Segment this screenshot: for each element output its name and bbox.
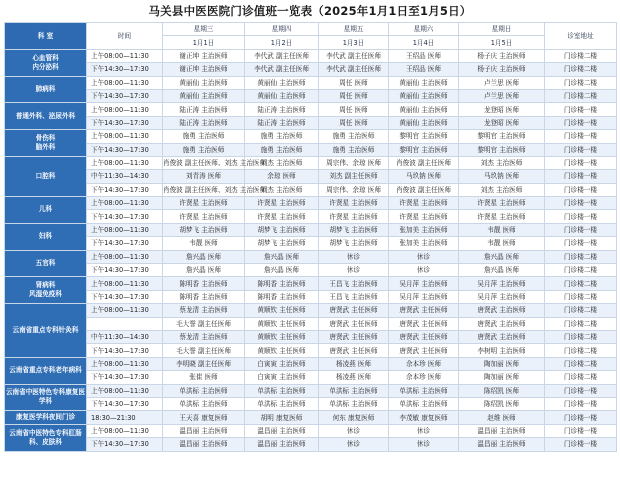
schedule-cell: 马玖钠 医师 (459, 170, 545, 183)
location-cell: 门诊楼一楼 (545, 130, 617, 143)
dept-name: 儿科 (38, 205, 53, 214)
schedule-cell: 胡梦飞 主治医师 (245, 237, 319, 250)
schedule-cell: 唐贤武 主任医师 (319, 344, 389, 357)
time-cell: 上午08:00—11:30 (87, 223, 163, 236)
schedule-cell: 龙登昭 医师 (459, 116, 545, 129)
schedule-cell: 韦靓 医师 (459, 223, 545, 236)
table-row (5, 130, 617, 143)
schedule-cell: 黎明官 主治医师 (459, 143, 545, 156)
schedule-cell: 刘杰 主治医师 (459, 156, 545, 169)
schedule-cell: 许贤星 主治医师 (389, 210, 459, 223)
location-cell: 门诊楼一楼 (545, 183, 617, 196)
schedule-cell: 施勇 主治医师 (163, 143, 245, 156)
schedule-cell: 杨子庆 主治医师 (459, 63, 545, 76)
date-header: 1月2日 (245, 36, 319, 49)
schedule-cell: 施勇 主治医师 (163, 130, 245, 143)
dept-cell (5, 197, 87, 224)
time-cell (87, 317, 163, 330)
time-cell: 上午08:00—11:30 (87, 250, 163, 263)
schedule-cell: 黄顺钦 主任医师 (245, 317, 319, 330)
location-cell: 门诊楼一楼 (545, 170, 617, 183)
schedule-cell: 胡明 康复医师 (245, 411, 319, 424)
dept-name: 普通外科、泌尿外科 (15, 111, 76, 120)
schedule-cell: 李代武 副主任医师 (319, 49, 389, 62)
schedule-cell: 施勇 主治医师 (319, 143, 389, 156)
date-header: 1月3日 (319, 36, 389, 49)
schedule-cell: 卢兰思 医师 (459, 89, 545, 102)
schedule-cell: 韦靓 医师 (459, 237, 545, 250)
dept-cell (5, 277, 87, 304)
schedule-cell: 温昌丽 主治医师 (245, 438, 319, 451)
dept-name: 云南省重点专科老年病科 (9, 366, 82, 375)
dept-cell (5, 424, 87, 451)
schedule-cell: 张加美 主治医师 (389, 223, 459, 236)
location-cell: 门诊楼二楼 (545, 344, 617, 357)
schedule-cell: 詹兴晶 医师 (459, 250, 545, 263)
schedule-cell: 温昌丽 主治医师 (459, 424, 545, 437)
schedule-cell: 谢正坤 主治医师 (163, 49, 245, 62)
schedule-cell: 佘本珍 医师 (389, 371, 459, 384)
schedule-cell: 黎明官 主治医师 (389, 143, 459, 156)
schedule-cell: 单洪标 主治医师 (163, 397, 245, 410)
schedule-cell: 单洪标 主治医师 (319, 397, 389, 410)
time-cell: 上午08:00—11:30 (87, 103, 163, 116)
schedule-cell: 马玖钠 医师 (389, 170, 459, 183)
schedule-cell: 陆正涛 主治医师 (163, 103, 245, 116)
schedule-cell: 王绍品 医师 (389, 49, 459, 62)
schedule-cell: 杨凌燕 医师 (319, 357, 389, 370)
schedule-cell: 黎明官 主治医师 (459, 130, 545, 143)
table-row (5, 384, 617, 397)
location-cell: 门诊楼二楼 (545, 317, 617, 330)
schedule-cell: 休诊 (389, 438, 459, 451)
schedule-cell: 黄丽仙 主治医师 (163, 89, 245, 102)
table-row (5, 317, 617, 330)
schedule-cell: 詹兴晶 医师 (163, 250, 245, 263)
day-header: 星期六 (389, 23, 459, 36)
table-row (5, 411, 617, 424)
schedule-cell: 吴月萍 主治医师 (459, 290, 545, 303)
dept-cell (5, 304, 87, 358)
time-cell: 下午14:30—17:30 (87, 237, 163, 250)
time-cell: 下午14:30—17:30 (87, 63, 163, 76)
location-cell: 门诊楼一楼 (545, 223, 617, 236)
table-row (5, 277, 617, 290)
schedule-cell: 陆正涛 主治医师 (245, 116, 319, 129)
dept-name: 心血管科 (32, 53, 59, 62)
table-row (5, 223, 617, 236)
schedule-cell: 温昌丽 主治医师 (459, 438, 545, 451)
schedule-cell: 赵维 医师 (459, 411, 545, 424)
schedule-cell: 李代武 副主任医师 (245, 63, 319, 76)
schedule-cell: 黄丽仙 主治医师 (245, 76, 319, 89)
schedule-cell: 余琼 医师 (245, 170, 319, 183)
time-cell: 上午08:00—11:30 (87, 156, 163, 169)
schedule-cell: 唐贤武 主任医师 (389, 304, 459, 317)
schedule-cell: 吴月萍 主治医师 (459, 277, 545, 290)
schedule-cell: 施勇 主治医师 (245, 130, 319, 143)
table-row (5, 264, 617, 277)
schedule-cell: 白寅寅 主治医师 (245, 371, 319, 384)
time-cell: 上午08:00—11:30 (87, 384, 163, 397)
schedule-cell: 陆正涛 主治医师 (245, 103, 319, 116)
schedule-cell: 唐贤武 主任医师 (319, 304, 389, 317)
schedule-cell: 陈绍凯 医师 (459, 397, 545, 410)
table-row (5, 290, 617, 303)
time-cell: 下午14:30—17:30 (87, 344, 163, 357)
table-row (5, 116, 617, 129)
schedule-cell: 休诊 (389, 264, 459, 277)
table-row (5, 156, 617, 169)
location-cell: 门诊楼二楼 (545, 304, 617, 317)
schedule-cell: 刘杰 主治医师 (245, 183, 319, 196)
dept-name: 康复医学科夜间门诊 (15, 413, 76, 422)
schedule-cell: 休诊 (389, 424, 459, 437)
location-cell: 门诊楼一楼 (545, 237, 617, 250)
table-row (5, 210, 617, 223)
time-cell: 中午11:30—14:30 (87, 170, 163, 183)
schedule-cell: 詹兴晶 医师 (163, 264, 245, 277)
schedule-cell: 陈明香 主治医师 (163, 290, 245, 303)
schedule-cell: 谢正坤 主治医师 (163, 63, 245, 76)
day-header: 星期三 (163, 23, 245, 36)
dept-cell (5, 411, 87, 424)
table-row (5, 344, 617, 357)
schedule-cell: 杨子庆 主治医师 (459, 49, 545, 62)
location-cell: 门诊楼一楼 (545, 143, 617, 156)
schedule-table (4, 22, 617, 452)
location-cell: 门诊楼二楼 (545, 89, 617, 102)
schedule-cell: 许贤星 主治医师 (459, 210, 545, 223)
table-row (5, 330, 617, 343)
location-cell: 门诊楼一楼 (545, 384, 617, 397)
schedule-cell: 王绍品 医师 (389, 63, 459, 76)
schedule-cell: 单洪标 主治医师 (319, 384, 389, 397)
schedule-cell: 刘杰 主治医师 (459, 183, 545, 196)
location-cell: 门诊楼一楼 (545, 103, 617, 116)
table-row (5, 76, 617, 89)
schedule-cell: 王昌飞 主治医师 (319, 290, 389, 303)
schedule-cell: 休诊 (319, 250, 389, 263)
table-row (5, 143, 617, 156)
time-cell: 下午14:30—17:30 (87, 264, 163, 277)
date-header: 1月1日 (163, 36, 245, 49)
schedule-cell: 唐贤武 主任医师 (389, 344, 459, 357)
time-cell: 上午08:00—11:30 (87, 76, 163, 89)
schedule-cell: 休诊 (319, 438, 389, 451)
location-cell: 门诊楼二楼 (545, 277, 617, 290)
time-cell: 上午08:00—11:30 (87, 130, 163, 143)
time-cell: 下午14:30—17:30 (87, 371, 163, 384)
schedule-cell: 黄丽仙 主治医师 (389, 89, 459, 102)
schedule-cell: 单洪标 主治医师 (163, 384, 245, 397)
location-cell: 门诊楼二楼 (545, 371, 617, 384)
schedule-cell: 张崔 医师 (163, 371, 245, 384)
location-cell: 门诊楼一楼 (545, 397, 617, 410)
time-cell: 上午08:00—11:30 (87, 277, 163, 290)
schedule-cell: 温昌丽 主治医师 (245, 424, 319, 437)
schedule-cell: 陈明香 主治医师 (163, 277, 245, 290)
schedule-cell: 周宗伟、余琼 医师 (319, 156, 389, 169)
dept-name: 云南省中医特色专科康复医学科 (5, 388, 86, 406)
time-cell: 18:30—21:30 (87, 411, 163, 424)
schedule-cell: 佘本珍 医师 (389, 357, 459, 370)
dept-name: 妇科 (38, 232, 53, 241)
date-header: 1月5日 (459, 36, 545, 49)
schedule-cell: 毛大誉 副主任医师 (163, 344, 245, 357)
schedule-cell: 卢兰思 医师 (459, 76, 545, 89)
location-cell: 门诊楼二楼 (545, 290, 617, 303)
schedule-cell: 许贤星 主治医师 (319, 210, 389, 223)
schedule-cell: 王昌飞 主治医师 (319, 277, 389, 290)
schedule-cell: 唐贤武 主任医师 (319, 330, 389, 343)
time-cell: 上午08:00—11:30 (87, 197, 163, 210)
schedule-cell: 黄顺钦 主任医师 (245, 330, 319, 343)
location-cell: 门诊楼一楼 (545, 197, 617, 210)
schedule-cell: 温昌丽 主治医师 (163, 438, 245, 451)
schedule-cell: 周任 医师 (319, 76, 389, 89)
schedule-cell: 胡梦飞 主治医师 (319, 223, 389, 236)
table-row (5, 170, 617, 183)
table-row (5, 371, 617, 384)
table-row (5, 103, 617, 116)
schedule-cell: 许贤星 主治医师 (245, 210, 319, 223)
schedule-cell: 肖俊波 副主任医师、刘杰 主治医师 (163, 156, 245, 169)
schedule-cell: 温昌丽 主治医师 (163, 424, 245, 437)
table-row (5, 250, 617, 263)
location-cell: 门诊楼二楼 (545, 76, 617, 89)
location-cell: 门诊楼二楼 (545, 63, 617, 76)
dept-cell (5, 130, 87, 157)
day-header: 星期四 (245, 23, 319, 36)
dept-name: 云南省中医特色专科肛肠科、皮肤科 (9, 428, 82, 446)
location-header: 诊室地址 (545, 23, 617, 50)
schedule-cell: 唐贤武 主任医师 (389, 330, 459, 343)
schedule-cell: 李代武 副主任医师 (245, 49, 319, 62)
dept-cell (5, 357, 87, 384)
time-cell: 下午14:30—17:30 (87, 397, 163, 410)
schedule-cell: 詹兴晶 医师 (245, 250, 319, 263)
schedule-cell: 李茂敏 康复医师 (389, 411, 459, 424)
location-cell: 门诊楼一楼 (545, 411, 617, 424)
schedule-cell: 蔡龙清 主治医师 (163, 330, 245, 343)
schedule-cell: 杨凌燕 医师 (319, 371, 389, 384)
dept-cell (5, 49, 87, 76)
schedule-cell: 许贤星 主治医师 (163, 210, 245, 223)
schedule-body (5, 49, 617, 451)
schedule-cell: 唐贤武 主任医师 (389, 317, 459, 330)
schedule-cell: 毛大誉 副主任医师 (163, 317, 245, 330)
schedule-cell: 王天喜 康复医师 (163, 411, 245, 424)
schedule-cell: 单洪标 主治医师 (245, 397, 319, 410)
time-cell: 下午14:30—17:30 (87, 210, 163, 223)
schedule-cell: 蔡龙清 主治医师 (163, 304, 245, 317)
dept-name: 肺病科 (35, 84, 56, 93)
schedule-cell: 黄顺钦 主任医师 (245, 304, 319, 317)
location-cell: 门诊楼一楼 (545, 116, 617, 129)
schedule-cell: 周任 医师 (319, 116, 389, 129)
time-cell: 下午14:30—17:30 (87, 290, 163, 303)
location-cell: 门诊楼一楼 (545, 424, 617, 437)
schedule-cell: 单洪标 主治医师 (389, 397, 459, 410)
schedule-cell: 胡梦飞 主治医师 (245, 223, 319, 236)
location-cell: 门诊楼二楼 (545, 330, 617, 343)
schedule-cell: 吴月萍 主治医师 (389, 290, 459, 303)
schedule-cell: 陶加丽 医师 (459, 357, 545, 370)
schedule-cell: 许贤星 主治医师 (389, 197, 459, 210)
time-cell: 下午14:30—17:30 (87, 438, 163, 451)
schedule-cell: 施勇 主治医师 (319, 130, 389, 143)
schedule-cell: 胡梦飞 主治医师 (163, 223, 245, 236)
schedule-cell: 肖俊波 副主任医师 (389, 183, 459, 196)
schedule-cell: 休诊 (389, 250, 459, 263)
dept-cell (5, 156, 87, 196)
dept-name: 口腔科 (35, 171, 56, 180)
dept-cell (5, 103, 87, 130)
schedule-cell: 何东 康复医师 (319, 411, 389, 424)
location-cell: 门诊楼二楼 (545, 264, 617, 277)
dept-name: 五官科 (35, 259, 56, 268)
schedule-cell: 李代武 副主任医师 (319, 63, 389, 76)
table-row (5, 438, 617, 451)
schedule-cell: 詹兴晶 医师 (245, 264, 319, 277)
schedule-cell: 胡梦飞 主治医师 (319, 237, 389, 250)
schedule-cell: 黄丽仙 主治医师 (389, 103, 459, 116)
schedule-cell: 李明晓 副主任医师 (163, 357, 245, 370)
schedule-cell: 刘杰 主治医师 (245, 156, 319, 169)
dept-cell (5, 223, 87, 250)
schedule-cell: 肖俊波 副主任医师 (389, 156, 459, 169)
schedule-cell: 刘青涛 医师 (163, 170, 245, 183)
time-cell: 上午08:00—11:30 (87, 357, 163, 370)
location-cell: 门诊楼二楼 (545, 357, 617, 370)
day-header: 星期五 (319, 23, 389, 36)
schedule-cell: 黄丽仙 主治医师 (389, 116, 459, 129)
day-header: 星期日 (459, 23, 545, 36)
schedule-cell: 黄丽仙 主治医师 (389, 76, 459, 89)
dept-name: 肾病科 (35, 281, 56, 290)
schedule-cell: 休诊 (319, 424, 389, 437)
table-row (5, 237, 617, 250)
dept-cell (5, 250, 87, 277)
table-row (5, 357, 617, 370)
table-row (5, 89, 617, 102)
time-cell: 下午14:30—17:30 (87, 116, 163, 129)
schedule-cell: 黄丽仙 主治医师 (163, 76, 245, 89)
schedule-cell: 陈明香 主治医师 (245, 277, 319, 290)
dept-name: 风湿免疫科 (29, 290, 62, 299)
time-header: 时间 (87, 23, 163, 50)
schedule-cell: 陈绍凯 医师 (459, 384, 545, 397)
schedule-cell: 许贤星 主治医师 (163, 197, 245, 210)
schedule-cell: 李树明 主治医师 (459, 344, 545, 357)
dept-name: 云南省重点专科针灸科 (12, 325, 79, 334)
schedule-cell: 唐贤武 主治医师 (459, 317, 545, 330)
time-cell: 上午08:00—11:30 (87, 424, 163, 437)
schedule-cell: 唐贤武 主任医师 (319, 317, 389, 330)
location-cell: 门诊楼一楼 (545, 438, 617, 451)
table-row (5, 197, 617, 210)
schedule-cell: 单洪标 主治医师 (389, 384, 459, 397)
schedule-cell: 周任 医师 (319, 103, 389, 116)
schedule-cell: 唐贤武 主治医师 (459, 330, 545, 343)
schedule-cell: 张加美 主治医师 (389, 237, 459, 250)
table-row (5, 397, 617, 410)
table-row (5, 49, 617, 62)
location-cell: 门诊楼一楼 (545, 210, 617, 223)
schedule-cell: 休诊 (319, 264, 389, 277)
schedule-cell: 陆正涛 主治医师 (163, 116, 245, 129)
schedule-cell: 刘杰 副主任医师 (319, 170, 389, 183)
schedule-cell: 黄丽仙 主治医师 (245, 89, 319, 102)
schedule-cell: 许贤星 主治医师 (245, 197, 319, 210)
time-cell: 下午14:30—17:30 (87, 183, 163, 196)
dept-name: 脑外科 (35, 143, 56, 152)
dept-name: 骨伤科 (35, 134, 56, 143)
schedule-cell: 唐贤武 主治医师 (459, 304, 545, 317)
schedule-cell: 肖俊波 副主任医师、刘杰 主治医师 (163, 183, 245, 196)
schedule-cell: 周宗伟、余琼 医师 (319, 183, 389, 196)
schedule-cell: 韦靓 医师 (163, 237, 245, 250)
location-cell: 门诊楼一楼 (545, 156, 617, 169)
location-cell: 门诊楼二楼 (545, 49, 617, 62)
dept-cell (5, 384, 87, 411)
schedule-cell: 黄顺钦 主任医师 (245, 344, 319, 357)
date-header: 1月4日 (389, 36, 459, 49)
dept-cell (5, 76, 87, 103)
time-cell: 上午08:00—11:30 (87, 304, 163, 317)
time-cell: 下午14:30—17:30 (87, 143, 163, 156)
dept-header: 科 室 (5, 23, 87, 50)
time-cell: 下午14:30—17:30 (87, 89, 163, 102)
schedule-cell: 许贤星 主治医师 (459, 197, 545, 210)
schedule-cell: 施勇 主治医师 (245, 143, 319, 156)
schedule-cell: 白寅寅 主治医师 (245, 357, 319, 370)
table-row (5, 304, 617, 317)
table-row (5, 183, 617, 196)
schedule-cell: 詹兴晶 医师 (459, 264, 545, 277)
schedule-cell: 陶加丽 医师 (459, 371, 545, 384)
time-cell: 上午08:00—11:30 (87, 49, 163, 62)
schedule-cell: 周任 医师 (319, 89, 389, 102)
schedule-cell: 黎明官 主治医师 (389, 130, 459, 143)
page-title: 马关县中医医院门诊值班一览表（2025年1月1日至1月5日） (148, 4, 472, 18)
schedule-cell: 吴月萍 主治医师 (389, 277, 459, 290)
schedule-cell: 单洪标 主治医师 (245, 384, 319, 397)
schedule-cell: 许贤星 主治医师 (319, 197, 389, 210)
schedule-cell: 陈明香 主治医师 (245, 290, 319, 303)
time-cell: 中午11:30—14:30 (87, 330, 163, 343)
dept-name: 内分泌科 (32, 62, 59, 71)
table-row (5, 424, 617, 437)
schedule-cell: 龙登昭 医师 (459, 103, 545, 116)
watermark: 腾讯网 · 马关县中医医院 (524, 469, 612, 478)
table-row (5, 63, 617, 76)
location-cell: 门诊楼二楼 (545, 250, 617, 263)
